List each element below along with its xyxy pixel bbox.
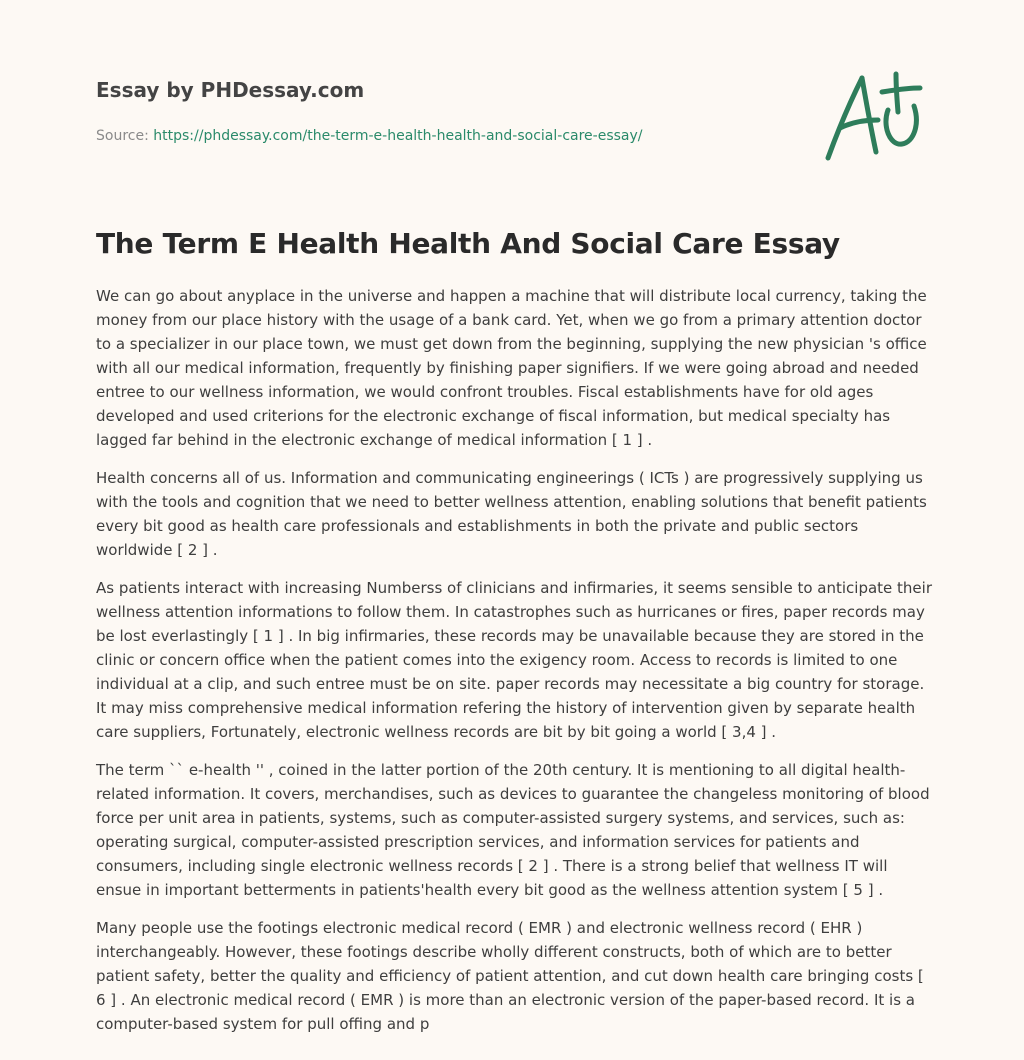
paragraph: Many people use the footings electronic medical record ( EMR ) and electronic wellness record ( EHR ) interchangeably. However, these footings describe wholly different constructs, both of which are to better patient safety, better the quality and efficiency of patient attention, and cut down health care bringing costs [ 6 ] . An electronic medical record ( EMR ) is more than an electronic version of the paper-based record. It is a computer-based system for pull offing and p [96,919,924,1033]
essay-title: The Term E Health Health And Social Care Essay [96,227,840,260]
a-plus-logo-icon [818,66,928,166]
paragraph: The term `` e-health '' , coined in the latter portion of the 20th century. It is mentioning to all digital health-related information. It covers, merchandises, such as devices to guarantee the changeless monitoring of blood force per unit area in patients, systems, such as computer-assisted surgery systems, and services, such as: operating surgical, computer-assisted prescription services, and information services for patients and consumers, including single electronic wellness records [ 2 ] . There is a strong belief that wellness IT will ensue in important betterments in patients'health every bit good as the wellness attention system [ 5 ] . [96,761,930,899]
source-line [96,126,796,146]
source-link[interactable]: https://phdessay.com/the-term-e-health-health-and-social-care-essay/ [153,128,643,144]
paragraph: Health concerns all of us. Information and communicating engineerings ( ICTs ) are progressively supplying us with the tools and cognition that we need to better wellness attention, enabling solutions that benefit patients every bit good as health care professionals and establishments in both the private and public sectors worldwide [ 2 ] . [96,469,927,559]
paragraph: We can go about anyplace in the universe and happen a machine that will distribute local currency, taking the money from our place history with the usage of a bank card. Yet, when we go from a primary attention doctor to a specializer in our place town, we must get down from the beginning, supplying the new physician 's office with all our medical information, frequently by finishing paper signifiers. If we were going abroad and needed entree to our wellness information, we would confront troubles. Fiscal establishments have for old ages developed and used criterions for the electronic exchange of fiscal information, but medical specialty has lagged far behind in the electronic exchange of medical information [ 1 ] . [96,287,927,449]
site-header [96,76,796,146]
site-brand: Essay by PHDessay.com [96,78,365,102]
source-label: Source: [96,128,154,144]
paragraph: As patients interact with increasing Numberss of clinicians and infirmaries, it seems sensible to anticipate their wellness attention informations to follow them. In catastrophes such as hurricanes or fires, paper records may be lost everlastingly [ 1 ] . In big infirmaries, these records may be unavailable because they are stored in the clinic or concern office when the patient comes into the exigency room. Access to records is limited to one individual at a clip, and such entree must be on site. paper records may necessitate a big country for storage. It may miss comprehensive medical information refering the history of intervention given by separate health care suppliers, Fortunately, electronic wellness records are bit by bit going a world [ 3,4 ] . [96,579,932,741]
essay-body [96,284,932,1050]
